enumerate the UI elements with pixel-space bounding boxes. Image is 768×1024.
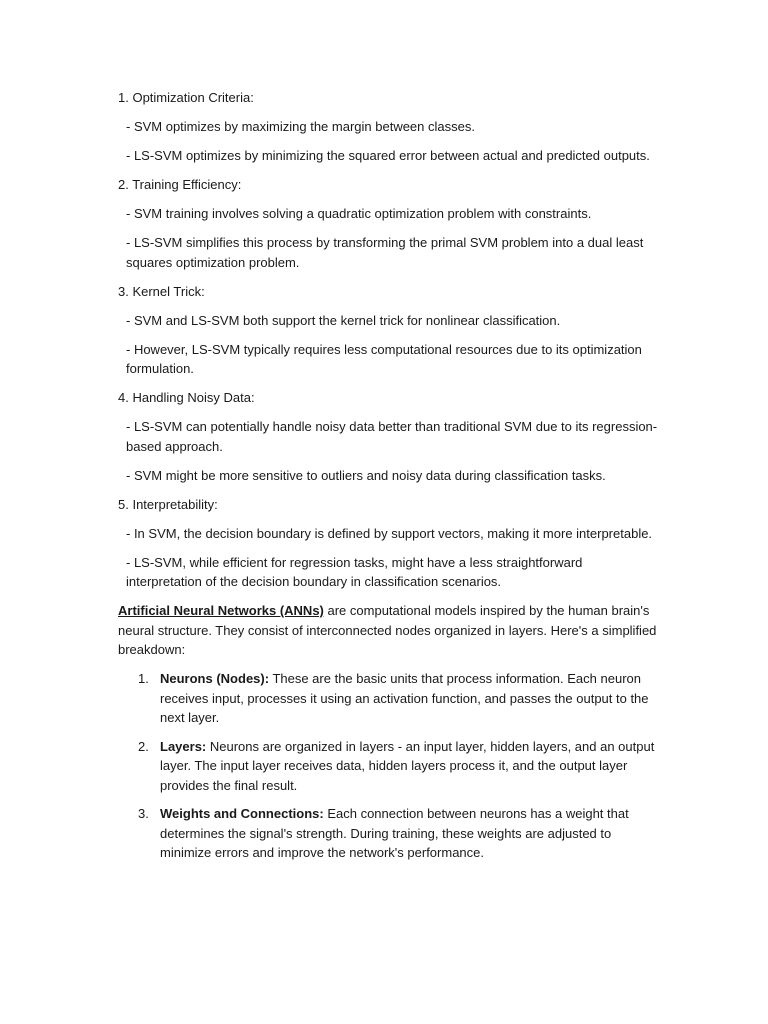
- list-item: [118, 804, 658, 863]
- section-point: - LS-SVM simplifies this process by transforming the primal SVM problem into a dual least squares optimization problem.: [126, 235, 644, 270]
- list-item: [118, 737, 658, 796]
- list-item-text: Neurons are organized in layers - an input layer, hidden layers, and an output layer. The input layer receives data, hidden layers process it, and the output layer provides the final result.: [160, 738, 655, 793]
- list-item-number: 1.: [138, 671, 149, 686]
- ann-intro: [118, 601, 658, 660]
- list-item-term: Weights and Connections:: [160, 806, 324, 821]
- section-point: - In SVM, the decision boundary is defined by support vectors, making it more interpretable.: [126, 525, 653, 541]
- list-item-text: These are the basic units that process information. Each neuron receives input, processes it using an activation function, and passes the output to the next layer.: [160, 671, 649, 725]
- section-point: - LS-SVM, while efficient for regression tasks, might have a less straightforward interpretation of the decision boundary in classification scenarios.: [126, 554, 583, 589]
- list-item-term: Layers:: [160, 738, 207, 754]
- list-item-number: 3.: [138, 806, 149, 821]
- ann-list: [118, 669, 658, 863]
- ann-intro-text: are computational models inspired by the human brain's neural structure. They consist of interconnected nodes organized in layers. Here's a simplified breakdown:: [118, 603, 657, 657]
- section-point: - LS-SVM optimizes by minimizing the squared error between actual and predicted outputs.: [126, 148, 650, 163]
- section-point: - SVM and LS-SVM both support the kernel trick for nonlinear classification.: [126, 312, 561, 328]
- section-point: - SVM training involves solving a quadratic optimization problem with constraints.: [126, 206, 592, 221]
- list-item-number: 2.: [138, 738, 149, 754]
- section-heading: 1. Optimization Criteria:: [118, 90, 254, 105]
- section-point: - LS-SVM can potentially handle noisy data better than traditional SVM due to its regression-based approach.: [126, 419, 658, 454]
- section-heading: 3. Kernel Trick:: [118, 283, 205, 299]
- section-heading: 2. Training Efficiency:: [118, 177, 242, 192]
- section-point: - However, LS-SVM typically requires less computational resources due to its optimization formulation.: [126, 341, 642, 376]
- list-item-text: Each connection between neurons has a weight that determines the signal's strength. During training, these weights are adjusted to minimize errors and improve the network's performance.: [160, 806, 629, 860]
- section-heading: 5. Interpretability:: [118, 496, 218, 512]
- section-point: - SVM optimizes by maximizing the margin between classes.: [126, 119, 475, 134]
- list-item: [118, 669, 658, 728]
- section-point: - SVM might be more sensitive to outliers and noisy data during classification tasks.: [126, 467, 606, 483]
- list-item-term: Neurons (Nodes):: [160, 671, 270, 686]
- ann-heading: Artificial Neural Networks (ANNs): [118, 603, 324, 618]
- section-heading: 4. Handling Noisy Data:: [118, 390, 255, 405]
